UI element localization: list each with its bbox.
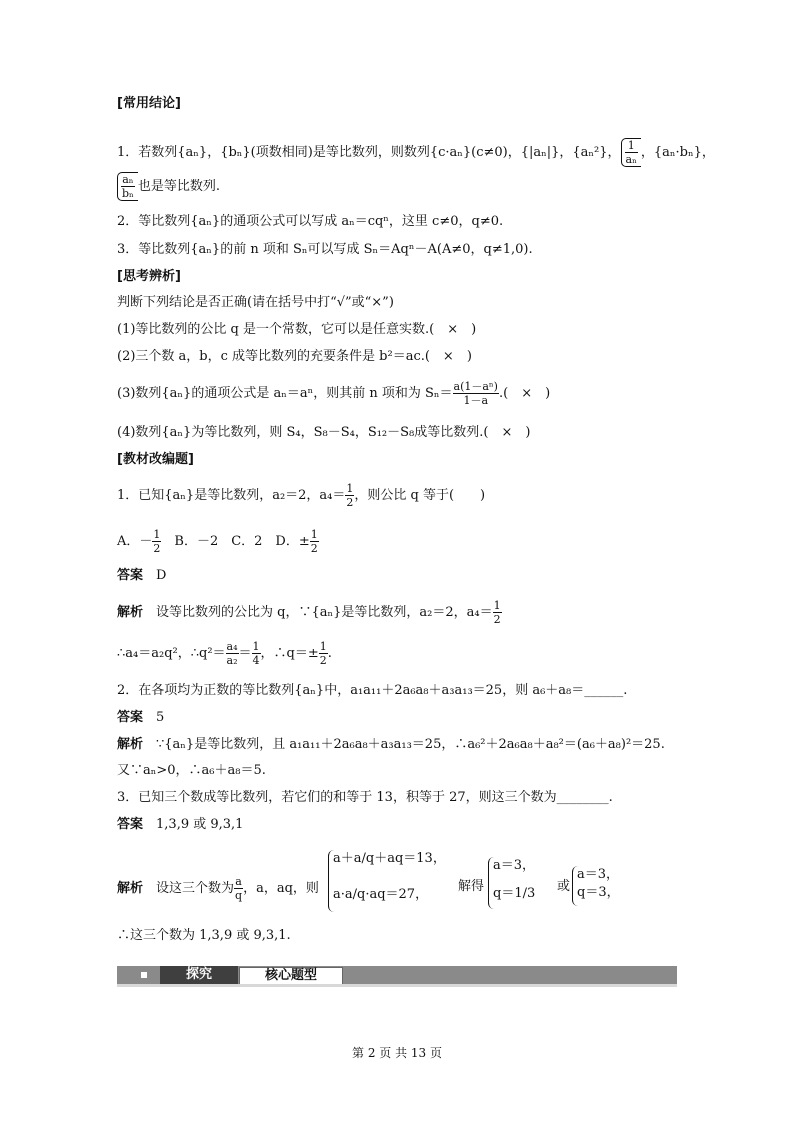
page-footer: 第 2 页 共 13 页 xyxy=(352,1046,442,1060)
band-tab-explore: 探究 xyxy=(160,966,238,984)
solve-label: 解得 xyxy=(458,879,485,894)
problem-3: 3．已知三个数成等比数列，若它们的和等于 13，积等于 27，则这三个数为________. xyxy=(117,790,613,805)
conclusion-1: 1．若数列{aₙ}，{bₙ}(项数相同)是等比数列，则数列{c·aₙ}(c≠0)，{|aₙ|}，{aₙ²}， $\frac{1}{\text{aₙ}}$ ，{aₙ·bₙ}， xyxy=(117,139,715,166)
band-shadow xyxy=(117,984,677,987)
problem-2-solution: 解析 ∵{aₙ}是等比数列，且 a₁a₁₁＋2a₆a₈＋a₃a₁₃＝25，∴a₆²＋2a₆a₈＋a₈²＝(a₆＋a₈)²＝25. xyxy=(117,737,665,752)
equation-system: a＋a/q＋aq＝13， a·a/q·aq＝27， xyxy=(328,850,446,912)
thinking-q4: (4)数列{aₙ}为等比数列，则 S₄，S₈－S₄，S₁₂－S₈成等比数列.( × ) xyxy=(117,425,531,440)
section-heading-common: [常用结论] xyxy=(117,96,181,111)
problem-1: 1．已知{aₙ}是等比数列，a₂＝2，a₄＝ $\frac{1}{2}$ ，则公比 q 等于( ) xyxy=(117,482,486,509)
fraction: $\frac{\text{a(1－aⁿ)}}{1-a}$ xyxy=(453,380,498,407)
thinking-intro: 判断下列结论是否正确(请在括号中打“√”或“×”) xyxy=(117,295,394,310)
problem-1-solution-2: ∴a₄＝a₂q²，∴q²＝ $\frac{\text{a₄}}{\text{a₂}}$ ＝ $\frac{1}{4}$ ，∴q＝± $\frac{1}{2}$ . xyxy=(117,640,332,667)
thinking-q3: (3)数列{aₙ}的通项公式是 aₙ＝aⁿ，则其前 n 项和为 Sₙ＝ $\frac{\text{a(1－aⁿ)}}{1-a}$ .( × ) xyxy=(117,380,551,407)
problem-2-answer: 答案 5 xyxy=(117,710,165,725)
conclusion-3: 3．等比数列{aₙ}的前 n 项和 Sₙ可以写成 Sₙ＝Aqⁿ－A(A≠0，q≠1,0). xyxy=(117,242,533,257)
problem-2: 2．在各项均为正数的等比数列{aₙ}中，a₁a₁₁＋2a₆a₈＋a₃a₁₃＝25，则 a₆＋a₈＝______. xyxy=(117,683,628,698)
brace-an-over-bn: $\frac{\text{aₙ}}{\text{bₙ}}$ xyxy=(117,172,138,201)
problem-1-answer: 答案 D xyxy=(117,568,167,583)
problem-3-solution: 解析 设这三个数为 $\frac{a}{q}$ ，a，aq，则 xyxy=(117,875,319,902)
problem-3-answer: 答案 1,3,9 或 9,3,1 xyxy=(117,817,244,832)
solution-set-1: a＝3， q＝1/3 xyxy=(488,857,535,909)
section-heading-textbook: [教材改编题] xyxy=(117,452,194,467)
problem-1-options: A．－ $\frac{1}{2}$ B．－2 C．2 D．± $\frac{1}{2}$ xyxy=(117,528,318,555)
band-title: 核心题型 xyxy=(239,967,343,985)
problem-2-solution-2: 又∵aₙ>0，∴a₆＋a₈＝5. xyxy=(117,763,266,778)
section-heading-thinking: [思考辨析] xyxy=(117,269,181,284)
thinking-q1: (1)等比数列的公比 q 是一个常数，它可以是任意实数.( × ) xyxy=(117,322,477,337)
fraction: $\frac{1}{\text{aₙ}}$ xyxy=(625,139,637,166)
solution-set-2: a＝3， q＝3， xyxy=(572,866,620,906)
conclusion-2: 2．等比数列{aₙ}的通项公式可以写成 aₙ＝cqⁿ，这里 c≠0，q≠0. xyxy=(117,214,504,229)
or-label: 或 xyxy=(557,879,571,894)
thinking-q2: (2)三个数 a，b，c 成等比数列的充要条件是 b²＝ac.( × ) xyxy=(117,349,472,364)
problem-1-solution: 解析 设等比数列的公比为 q，∵{aₙ}是等比数列，a₂＝2，a₄＝ $\frac{1}{2}$ xyxy=(117,599,501,626)
problem-3-conclusion: ∴这三个数为 1,3,9 或 9,3,1. xyxy=(117,928,291,943)
band-bullet-icon xyxy=(141,972,147,978)
conclusion-1-cont: $\frac{\text{aₙ}}{\text{bₙ}}$ 也是等比数列. xyxy=(117,172,220,201)
brace-1-over-an xyxy=(621,138,641,167)
conclusion-1-text: 1．若数列{aₙ}，{bₙ}(项数相同)是等比数列，则数列{c·aₙ}(c≠0)，{|aₙ|}，{aₙ²}， xyxy=(117,145,621,160)
